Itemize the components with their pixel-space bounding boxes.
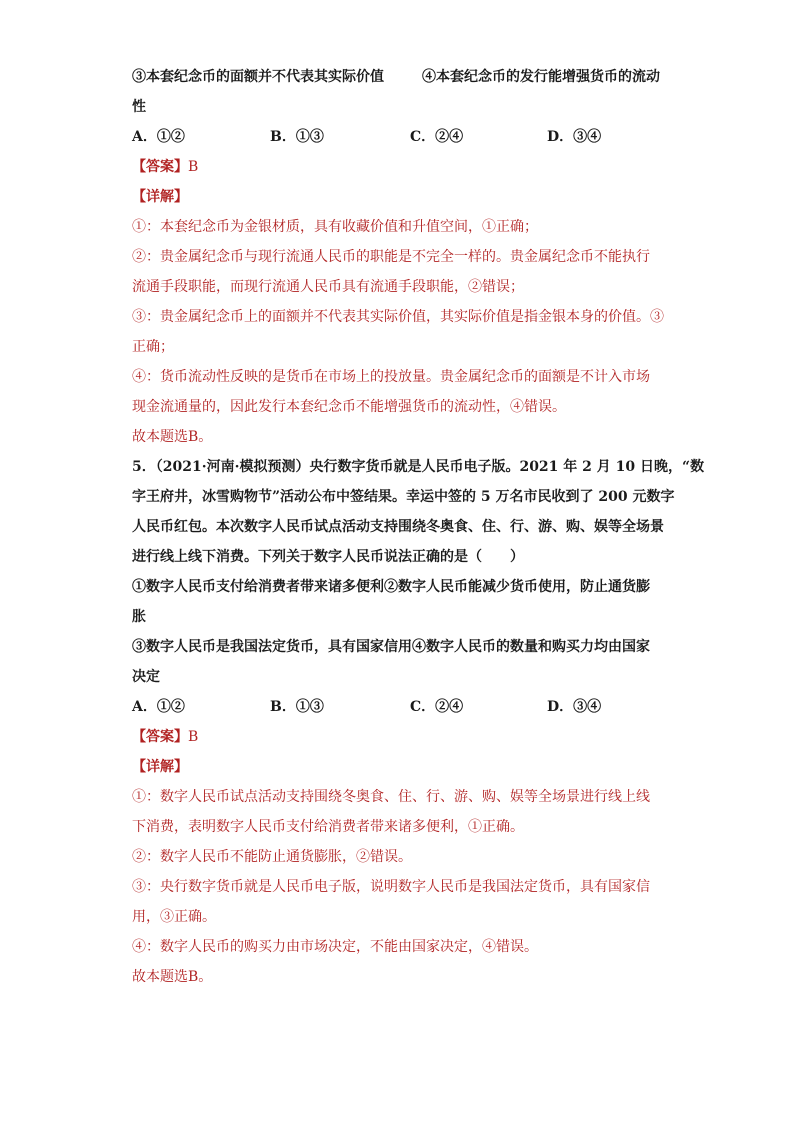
q5-detail-label: 【详解】 [132,759,188,775]
q5-detail-line: 下消费，表明数字人民币支付给消费者带来诸多便利，①正确。 [132,819,524,835]
q4-answer-label: 【答案】 [132,159,188,175]
q4-option-c: C．②④ [410,129,464,145]
q5-detail-line: ②：数字人民币不能防止通货膨胀，②错误。 [132,849,412,865]
q4-statement-4-cont: 性 [132,99,146,115]
q5-answer-value: B [188,729,199,745]
q4-answer-value: B [188,159,199,175]
q4-answer [132,152,677,182]
q5-option-b: B．①③ [270,699,324,715]
q5-detail-line: 故本题选B。 [132,969,213,985]
q5-stem-line: 人民币红包。本次数字人民币试点活动支持围绕冬奥食、住、行、游、购、娱等全场景 [132,519,664,535]
q5-detail-line: 用，③正确。 [132,909,216,925]
q5-statement-line: ③数字人民币是我国法定货币，具有国家信用④数字人民币的数量和购买力均由国家 [132,639,650,655]
q5-option-d: D．③④ [547,699,602,715]
q5-answer [132,722,677,752]
q5-statement-line: 决定 [132,669,160,685]
q4-option-b: B．①③ [270,129,324,145]
q5-stem-line: 5．（2021·河南·模拟预测）央行数字货币就是人民币电子版。2021 年 2 月 10 日晚，“数 [132,459,705,475]
q4-detail-line: ①：本套纪念币为金银材质，具有收藏价值和升值空间，①正确； [132,219,538,235]
q5-option-c: C．②④ [410,699,464,715]
q5-detail-line: ③：央行数字货币就是人民币电子版，说明数字人民币是我国法定货币，具有国家信 [132,879,650,895]
q4-option-d: D．③④ [547,129,602,145]
q5-detail-line: ①：数字人民币试点活动支持围绕冬奥食、住、行、游、购、娱等全场景进行线上线 [132,789,650,805]
q4-detail-label: 【详解】 [132,189,188,205]
q4-statement-3: ③本套纪念币的面额并不代表其实际价值 [132,69,384,85]
q4-detail-line: ③：贵金属纪念币上的面额并不代表其实际价值，其实际价值是指金银本身的价值。③ [132,309,664,325]
q5-answer-label: 【答案】 [132,729,188,745]
q4-statements-row [132,62,677,92]
q4-detail-line: 故本题选B。 [132,429,213,445]
q5-detail-line: ④：数字人民币的购买力由市场决定，不能由国家决定，④错误。 [132,939,538,955]
q5-statement-line: ①数字人民币支付给消费者带来诸多便利②数字人民币能减少货币使用，防止通货膨 [132,579,650,595]
q4-detail-line: ②：贵金属纪念币与现行流通人民币的职能是不完全一样的。贵金属纪念币不能执行 [132,249,650,265]
q5-statement-line: 胀 [132,609,146,625]
q5-option-a: A．①② [132,699,185,715]
q4-detail-line: 现金流通量的，因此发行本套纪念币不能增强货币的流动性，④错误。 [132,399,566,415]
q5-stem-line: 进行线上线下消费。下列关于数字人民币说法正确的是（ ） [132,549,524,565]
q4-option-a: A．①② [132,129,185,145]
q4-options [132,122,677,152]
q4-detail-line: 正确； [132,339,174,355]
q5-stem-line: 字王府井，冰雪购物节”活动公布中签结果。幸运中签的 5 万名市民收到了 200 元数字 [132,489,675,505]
q4-statement-4: ④本套纪念币的发行能增强货币的流动 [422,69,660,85]
q5-options [132,692,677,722]
q4-detail-line: ④：货币流动性反映的是货币在市场上的投放量。贵金属纪念币的面额是不计入市场 [132,369,650,385]
q4-detail-line: 流通手段职能，而现行流通人民币具有流通手段职能，②错误； [132,279,524,295]
document-page [132,62,705,992]
